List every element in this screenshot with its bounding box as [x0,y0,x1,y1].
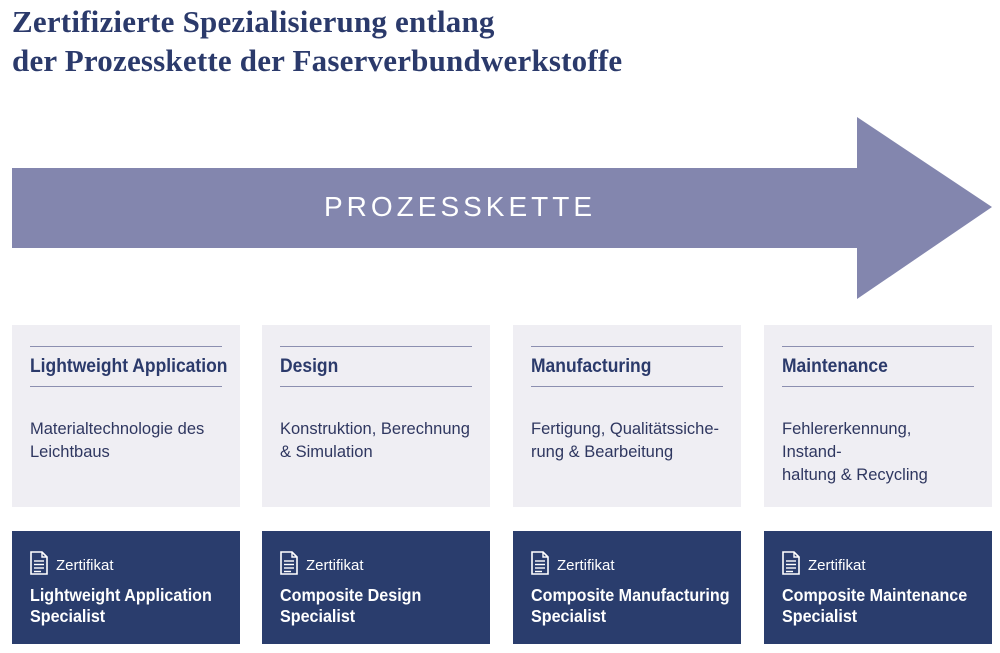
stage-description [531,418,723,464]
stage-title: Design [280,356,339,377]
stage-card-manufacturing [513,325,741,507]
document-icon [782,551,800,575]
certificate-label: Zertifikat [557,557,615,574]
stage-description-line: Konstruktion, Berechnung [280,420,470,438]
certificate-lightweight-application [12,531,240,644]
document-icon [30,551,48,575]
certificate-name-line: Composite Maintenance [782,585,968,605]
divider [531,386,723,387]
certificate-name-line: Specialist [531,606,607,626]
certificate-maintenance [764,531,992,644]
certificate-name-line: Specialist [30,606,106,626]
certificate-label: Zertifikat [808,557,866,574]
certificate-design [262,531,490,644]
certificate-header [30,547,222,575]
certificate-label: Zertifikat [56,557,114,574]
title-line-2: der Prozesskette der Faserverbundwerkstoffe [12,43,623,78]
stage-title: Manufacturing [531,356,652,377]
process-arrow-label: PROZESSKETTE [324,191,597,222]
stage-title: Lightweight Application [30,356,228,377]
page-title [12,2,622,80]
document-icon [531,551,549,575]
stage-description-line: rung & Bearbeitung [531,443,674,461]
certificate-name [531,585,730,627]
certificate-label: Zertifikat [306,557,364,574]
divider [30,386,222,387]
certificate-name-line: Lightweight Application [30,585,212,605]
stage-description [280,418,472,464]
certificate-header [782,547,974,575]
stage-title: Maintenance [782,356,888,377]
certificate-header [280,547,472,575]
stage-card-design [262,325,490,507]
title-line-1: Zertifizierte Spezialisierung entlang [12,4,495,39]
stage-description [30,418,222,464]
certificate-name-line: Specialist [280,606,356,626]
stage-description-line: Leichtbaus [30,443,110,461]
certificate-manufacturing [513,531,741,644]
document-icon [280,551,298,575]
certificate-header [531,547,723,575]
divider [782,386,974,387]
stage-card-lightweight-application [12,325,240,507]
certificate-name-line: Composite Manufacturing [531,585,730,605]
divider [280,386,472,387]
stage-description-line: haltung & Recycling [782,466,928,484]
certificate-name-line: Specialist [782,606,858,626]
certificate-name [280,585,457,627]
certificate-name [782,585,968,627]
stage-description-line: & Simulation [280,443,373,461]
certificate-name [30,585,212,627]
stage-description [782,418,974,487]
stage-card-maintenance [764,325,992,507]
stage-description-line: Fehlererkennung, Instand- [782,420,912,461]
stage-description-line: Fertigung, Qualitätssiche- [531,420,720,438]
stage-description-line: Materialtechnologie des [30,420,205,438]
certificate-name-line: Composite Design [280,585,422,605]
